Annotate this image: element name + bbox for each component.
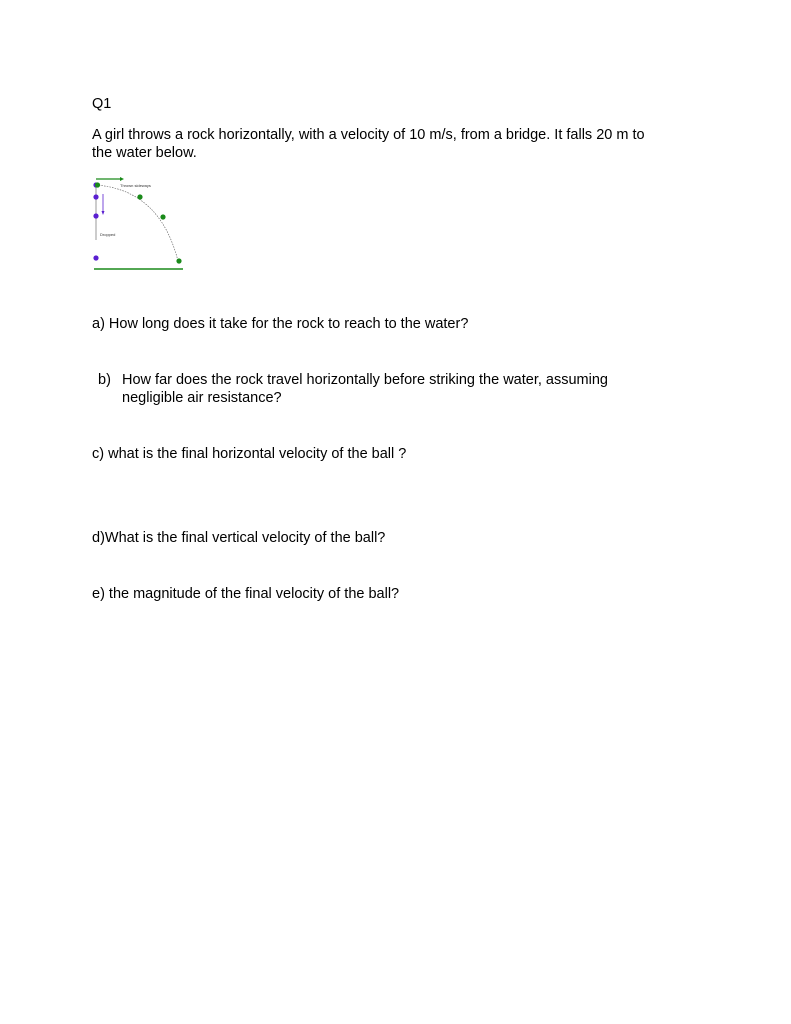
dropped-ball-2	[93, 194, 98, 199]
question-part-e: e) the magnitude of the final velocity of the ball?	[92, 586, 400, 602]
dropped-label: Dropped	[100, 232, 116, 237]
thrown-arrow	[96, 177, 124, 181]
question-part-a: a) How long does it take for the rock to reach to the water?	[92, 316, 469, 332]
question-title: Q1	[92, 96, 112, 112]
question-part-d: d)What is the final vertical velocity of the ball?	[92, 530, 386, 546]
thrown-ball-1	[95, 182, 100, 187]
thrown-ball-3	[160, 214, 165, 219]
trajectory-path	[96, 185, 178, 261]
thrown-label: Thrown sideways	[120, 183, 151, 188]
dropped-ball-4	[93, 255, 98, 260]
question-intro-line-2: the water below.	[92, 145, 197, 161]
dropped-arrow	[102, 194, 105, 215]
dropped-ball-3	[93, 213, 98, 218]
thrown-ball-4	[176, 258, 181, 263]
question-part-b-line-1: How far does the rock travel horizontally before striking the water, assuming	[122, 372, 608, 388]
question-part-c: c) what is the final horizontal velocity of the ball ?	[92, 446, 407, 462]
question-intro-line-1: A girl throws a rock horizontally, with a velocity of 10 m/s, from a bridge. It falls 20 m to	[92, 127, 645, 143]
thrown-ball-2	[137, 194, 142, 199]
question-part-b-label: b)	[98, 372, 111, 388]
question-part-b-line-2: negligible air resistance?	[122, 390, 282, 406]
projectile-diagram	[88, 174, 188, 274]
